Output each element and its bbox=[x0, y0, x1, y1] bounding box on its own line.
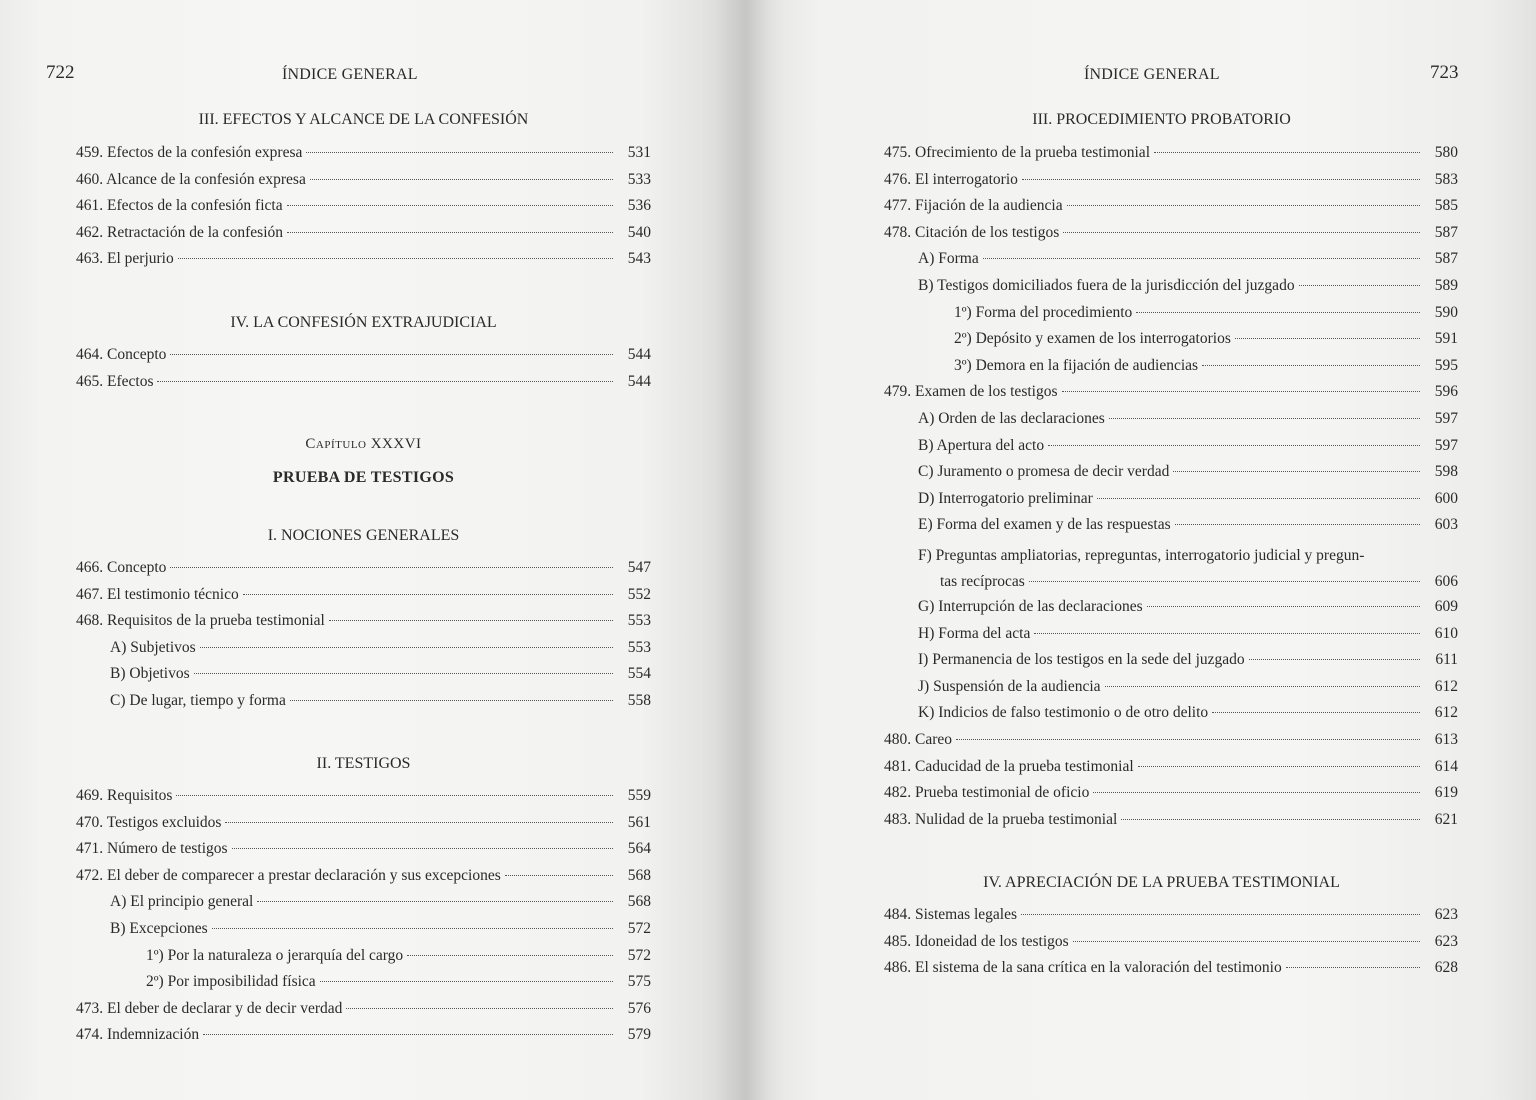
entry-text: 472. El deber de comparecer a prestar declaración y sus excepciones bbox=[76, 866, 501, 884]
entry-page: 611 bbox=[1435, 651, 1458, 669]
entry-page: 619 bbox=[1434, 784, 1458, 802]
toc-entry[interactable] bbox=[76, 559, 651, 581]
leader-dots bbox=[257, 901, 613, 902]
leader-dots bbox=[1097, 498, 1420, 499]
entry-text: A) Subjetivos bbox=[110, 638, 196, 656]
toc-entry[interactable] bbox=[884, 906, 1458, 928]
right-page bbox=[790, 0, 1536, 1100]
entry-page: 561 bbox=[627, 813, 651, 831]
entry-page: 628 bbox=[1434, 959, 1458, 977]
leader-dots bbox=[320, 981, 613, 982]
leader-dots bbox=[1105, 686, 1420, 687]
toc-entry[interactable] bbox=[954, 357, 1458, 379]
entry-text: 462. Retractación de la confesión bbox=[76, 223, 284, 241]
toc-entry-multiline[interactable] bbox=[918, 543, 1458, 595]
toc-entry[interactable] bbox=[918, 250, 1458, 272]
toc-entry[interactable] bbox=[918, 704, 1458, 726]
entry-text: 484. Sistemas legales bbox=[884, 906, 1018, 923]
entry-page: 533 bbox=[627, 170, 651, 188]
entry-page: 544 bbox=[627, 372, 651, 390]
leader-dots bbox=[1022, 179, 1420, 180]
entry-text: 1º) Forma del procedimiento bbox=[954, 303, 1133, 321]
leader-dots bbox=[329, 620, 613, 621]
entry-page: 585 bbox=[1434, 197, 1458, 215]
entry-page: 543 bbox=[627, 250, 651, 268]
entry-text: 466. Concepto bbox=[76, 559, 167, 576]
toc-entry[interactable] bbox=[884, 933, 1458, 955]
leader-dots bbox=[212, 928, 613, 929]
entry-text: 478. Citación de los testigos bbox=[884, 223, 1060, 241]
entry-text: 469. Requisitos bbox=[76, 787, 173, 804]
leader-dots bbox=[1175, 524, 1420, 525]
entry-page: 553 bbox=[627, 638, 651, 656]
entry-page: 590 bbox=[1434, 303, 1458, 321]
toc-entry[interactable] bbox=[884, 959, 1458, 981]
entry-text: G) Interrupción de las declaraciones bbox=[918, 598, 1143, 615]
toc-entry[interactable] bbox=[954, 330, 1458, 352]
toc-entry[interactable] bbox=[146, 973, 651, 995]
toc-entry[interactable] bbox=[954, 304, 1458, 326]
leader-dots bbox=[1067, 205, 1420, 206]
leader-dots bbox=[1154, 152, 1420, 153]
toc-entry[interactable] bbox=[884, 171, 1458, 193]
entry-text: D) Interrogatorio preliminar bbox=[918, 489, 1093, 507]
leader-dots bbox=[200, 647, 613, 648]
entry-page: 597 bbox=[1434, 436, 1458, 454]
leader-dots bbox=[170, 567, 613, 568]
page-number: 723 bbox=[1430, 62, 1459, 83]
entry-text: 477. Fijación de la audiencia bbox=[884, 197, 1063, 215]
entry-text: 468. Requisitos de la prueba testimonial bbox=[76, 612, 325, 630]
toc-entry[interactable] bbox=[110, 920, 651, 942]
entry-page: 547 bbox=[627, 559, 651, 576]
entry-text: 465. Efectos bbox=[76, 372, 154, 390]
leader-dots bbox=[1286, 967, 1420, 968]
toc-entry[interactable] bbox=[110, 692, 651, 714]
section-title: III. EFECTOS Y ALCANCE DE LA CONFESIÓN bbox=[198, 111, 529, 128]
leader-dots bbox=[983, 258, 1420, 259]
entry-page: 587 bbox=[1434, 223, 1458, 241]
entry-text-line1: F) Preguntas ampliatorias, repreguntas, interrogatorio judicial y pregun- bbox=[918, 547, 1365, 564]
leader-dots bbox=[290, 700, 613, 701]
entry-text: 460. Alcance de la confesión expresa bbox=[76, 170, 306, 188]
leader-dots bbox=[1021, 914, 1420, 915]
entry-page: 553 bbox=[627, 612, 651, 630]
toc-entry[interactable] bbox=[76, 250, 651, 272]
leader-dots bbox=[1048, 445, 1420, 446]
entry-text: 474. Indemnización bbox=[76, 1026, 200, 1044]
entry-text: 461. Efectos de la confesión ficta bbox=[76, 197, 283, 215]
entry-page: 597 bbox=[1434, 410, 1458, 427]
entry-text: C) Juramento o promesa de decir verdad bbox=[918, 463, 1170, 481]
entry-page: 564 bbox=[627, 840, 651, 858]
leader-dots bbox=[306, 152, 613, 153]
section-title: III. PROCEDIMIENTO PROBATORIO bbox=[1032, 111, 1291, 128]
section-title: IV. LA CONFESIÓN EXTRAJUDICIAL bbox=[230, 314, 497, 331]
entry-page: 583 bbox=[1434, 170, 1458, 188]
toc-entry[interactable] bbox=[884, 758, 1458, 780]
leader-dots bbox=[1034, 633, 1420, 634]
toc-entry[interactable] bbox=[76, 1026, 651, 1048]
entry-text: 470. Testigos excluidos bbox=[76, 813, 222, 831]
toc-entry[interactable] bbox=[884, 811, 1458, 833]
entry-text: 486. El sistema de la sana crítica en la valoración del testimonio bbox=[884, 959, 1282, 977]
leader-dots bbox=[1121, 819, 1420, 820]
entry-page: 559 bbox=[627, 787, 651, 804]
leader-dots bbox=[1173, 471, 1420, 472]
entry-page: 558 bbox=[627, 692, 651, 709]
section-title: I. NOCIONES GENERALES bbox=[267, 527, 460, 544]
toc-entry[interactable] bbox=[110, 665, 651, 687]
toc-entry[interactable] bbox=[76, 197, 651, 219]
leader-dots bbox=[1138, 766, 1420, 767]
entry-page: 596 bbox=[1434, 383, 1458, 401]
entry-text: C) De lugar, tiempo y forma bbox=[110, 692, 286, 709]
entry-text: 464. Concepto bbox=[76, 346, 167, 363]
entry-text: H) Forma del acta bbox=[918, 624, 1031, 642]
toc-entry[interactable] bbox=[76, 867, 651, 889]
entry-text: 2º) Depósito y examen de los interrogatorios bbox=[954, 330, 1231, 348]
running-head: ÍNDICE GENERAL bbox=[1084, 66, 1220, 83]
toc-entry[interactable] bbox=[918, 463, 1458, 485]
entry-page: 598 bbox=[1434, 463, 1458, 481]
entry-text: 476. El interrogatorio bbox=[884, 170, 1018, 188]
entry-page: 536 bbox=[627, 197, 651, 215]
entry-text: 459. Efectos de la confesión expresa bbox=[76, 144, 303, 161]
leader-dots bbox=[346, 1008, 613, 1009]
entry-text: K) Indicios de falso testimonio o de otro delito bbox=[918, 704, 1209, 722]
toc-entry[interactable] bbox=[884, 144, 1458, 166]
toc-entry[interactable] bbox=[76, 224, 651, 246]
entry-page: 575 bbox=[627, 973, 651, 991]
toc-entry[interactable] bbox=[884, 731, 1458, 753]
leader-dots bbox=[1136, 312, 1420, 313]
entry-page: 568 bbox=[627, 893, 651, 911]
entry-page: 612 bbox=[1434, 704, 1458, 722]
toc-entry[interactable] bbox=[76, 612, 651, 634]
running-head: ÍNDICE GENERAL bbox=[282, 66, 418, 83]
entry-page: 623 bbox=[1434, 932, 1458, 950]
entry-text: 473. El deber de declarar y de decir verdad bbox=[76, 999, 343, 1017]
left-page bbox=[0, 0, 740, 1100]
entry-text: 479. Examen de los testigos bbox=[884, 383, 1058, 401]
leader-dots bbox=[157, 381, 613, 382]
toc-entry[interactable] bbox=[76, 171, 651, 193]
section-title: II. TESTIGOS bbox=[316, 755, 411, 772]
leader-dots bbox=[243, 594, 613, 595]
chapter-title: PRUEBA DE TESTIGOS bbox=[272, 469, 455, 486]
entry-text: I) Permanencia de los testigos en la sede del juzgado bbox=[918, 651, 1245, 669]
toc-entry[interactable] bbox=[884, 383, 1458, 405]
leader-dots bbox=[194, 673, 613, 674]
leader-dots bbox=[1299, 285, 1420, 286]
toc-entry[interactable] bbox=[76, 840, 651, 862]
entry-page: 591 bbox=[1434, 330, 1458, 348]
leader-dots bbox=[1235, 338, 1420, 339]
toc-entry[interactable] bbox=[918, 490, 1458, 512]
entry-page: 554 bbox=[627, 665, 651, 683]
leader-dots bbox=[225, 822, 613, 823]
toc-entry[interactable] bbox=[918, 598, 1458, 620]
leader-dots bbox=[310, 179, 613, 180]
entry-text: 1º) Por la naturaleza o jerarquía del cargo bbox=[146, 946, 404, 964]
entry-page: 579 bbox=[627, 1026, 651, 1044]
toc-entry[interactable] bbox=[110, 639, 651, 661]
leader-dots bbox=[956, 739, 1420, 740]
leader-dots bbox=[178, 258, 613, 259]
entry-page: 587 bbox=[1434, 250, 1458, 268]
entry-text: B) Apertura del acto bbox=[918, 436, 1045, 454]
entry-page: 609 bbox=[1434, 598, 1458, 615]
entry-text: B) Objetivos bbox=[110, 665, 190, 683]
page-number: 722 bbox=[46, 62, 75, 83]
entry-page: 606 bbox=[1434, 573, 1458, 590]
entry-page: 610 bbox=[1434, 624, 1458, 642]
entry-text: E) Forma del examen y de las respuestas bbox=[918, 516, 1171, 534]
entry-text: 483. Nulidad de la prueba testimonial bbox=[884, 810, 1118, 828]
toc-entry[interactable] bbox=[76, 373, 651, 395]
toc-entry[interactable] bbox=[884, 224, 1458, 246]
entry-text: 475. Ofrecimiento de la prueba testimonial bbox=[884, 144, 1150, 161]
toc-entry[interactable] bbox=[76, 346, 651, 368]
toc-entry[interactable] bbox=[76, 1000, 651, 1022]
toc-entry[interactable] bbox=[146, 947, 651, 969]
entry-page: 572 bbox=[627, 920, 651, 937]
leader-dots bbox=[203, 1034, 613, 1035]
leader-dots bbox=[1063, 232, 1420, 233]
leader-dots bbox=[1147, 606, 1420, 607]
leader-dots bbox=[176, 795, 613, 796]
toc-entry[interactable] bbox=[918, 410, 1458, 432]
toc-entry[interactable] bbox=[918, 651, 1458, 673]
leader-dots bbox=[287, 205, 613, 206]
entry-page: 531 bbox=[627, 144, 651, 161]
leader-dots bbox=[1093, 792, 1420, 793]
entry-page: 576 bbox=[627, 999, 651, 1017]
leader-dots bbox=[505, 875, 613, 876]
entry-page: 600 bbox=[1434, 489, 1458, 507]
entry-text: 481. Caducidad de la prueba testimonial bbox=[884, 757, 1134, 775]
leader-dots bbox=[1202, 365, 1420, 366]
entry-text: J) Suspensión de la audiencia bbox=[918, 677, 1101, 695]
entry-text-line2: tas recíprocas bbox=[940, 573, 1025, 590]
leader-dots bbox=[1062, 391, 1421, 392]
toc-entry[interactable] bbox=[918, 437, 1458, 459]
entry-page: 544 bbox=[627, 346, 651, 363]
toc-entry[interactable] bbox=[76, 787, 651, 809]
chapter-label: Capítulo XXXVI bbox=[305, 436, 422, 452]
entry-text: 480. Careo bbox=[884, 731, 953, 748]
leader-dots bbox=[1073, 941, 1420, 942]
entry-text: A) Orden de las declaraciones bbox=[918, 410, 1105, 427]
entry-page: 621 bbox=[1434, 810, 1458, 828]
leader-dots bbox=[1109, 418, 1420, 419]
toc-entry[interactable] bbox=[110, 893, 651, 915]
toc-entry[interactable] bbox=[884, 784, 1458, 806]
toc-entry[interactable] bbox=[884, 197, 1458, 219]
entry-text: 482. Prueba testimonial de oficio bbox=[884, 784, 1090, 802]
toc-entry[interactable] bbox=[918, 678, 1458, 700]
leader-dots bbox=[407, 955, 613, 956]
entry-text: 2º) Por imposibilidad física bbox=[146, 973, 316, 991]
entry-text: B) Testigos domiciliados fuera de la jurisdicción del juzgado bbox=[918, 277, 1295, 294]
leader-dots bbox=[1212, 712, 1420, 713]
entry-page: 613 bbox=[1434, 731, 1458, 748]
entry-page: 540 bbox=[627, 223, 651, 241]
entry-text: A) El principio general bbox=[110, 893, 254, 911]
section-title: IV. APRECIACIÓN DE LA PRUEBA TESTIMONIAL bbox=[983, 874, 1340, 891]
leader-dots bbox=[1029, 581, 1420, 582]
toc-entry[interactable] bbox=[918, 516, 1458, 538]
entry-text: 3º) Demora en la fijación de audiencias bbox=[954, 356, 1199, 374]
entry-page: 623 bbox=[1434, 906, 1458, 923]
toc-entry[interactable] bbox=[76, 144, 651, 166]
leader-dots bbox=[170, 354, 613, 355]
entry-text: 485. Idoneidad de los testigos bbox=[884, 932, 1069, 950]
entry-page: 572 bbox=[627, 946, 651, 964]
entry-text: 463. El perjurio bbox=[76, 250, 174, 268]
entry-page: 568 bbox=[627, 866, 651, 884]
entry-text: A) Forma bbox=[918, 250, 979, 268]
entry-page: 614 bbox=[1434, 757, 1458, 775]
toc-entry[interactable] bbox=[918, 625, 1458, 647]
entry-text: 467. El testimonio técnico bbox=[76, 585, 239, 603]
entry-text: B) Excepciones bbox=[110, 920, 208, 937]
entry-page: 589 bbox=[1434, 277, 1458, 294]
leader-dots bbox=[232, 848, 613, 849]
toc-entry[interactable] bbox=[76, 586, 651, 608]
entry-page: 603 bbox=[1434, 516, 1458, 534]
leader-dots bbox=[1249, 659, 1420, 660]
toc-entry[interactable] bbox=[918, 277, 1458, 299]
entry-page: 612 bbox=[1434, 677, 1458, 695]
toc-entry[interactable] bbox=[76, 814, 651, 836]
entry-page: 552 bbox=[627, 585, 651, 603]
entry-page: 580 bbox=[1434, 144, 1458, 161]
entry-page: 595 bbox=[1434, 356, 1458, 374]
entry-text: 471. Número de testigos bbox=[76, 840, 228, 858]
leader-dots bbox=[287, 232, 613, 233]
